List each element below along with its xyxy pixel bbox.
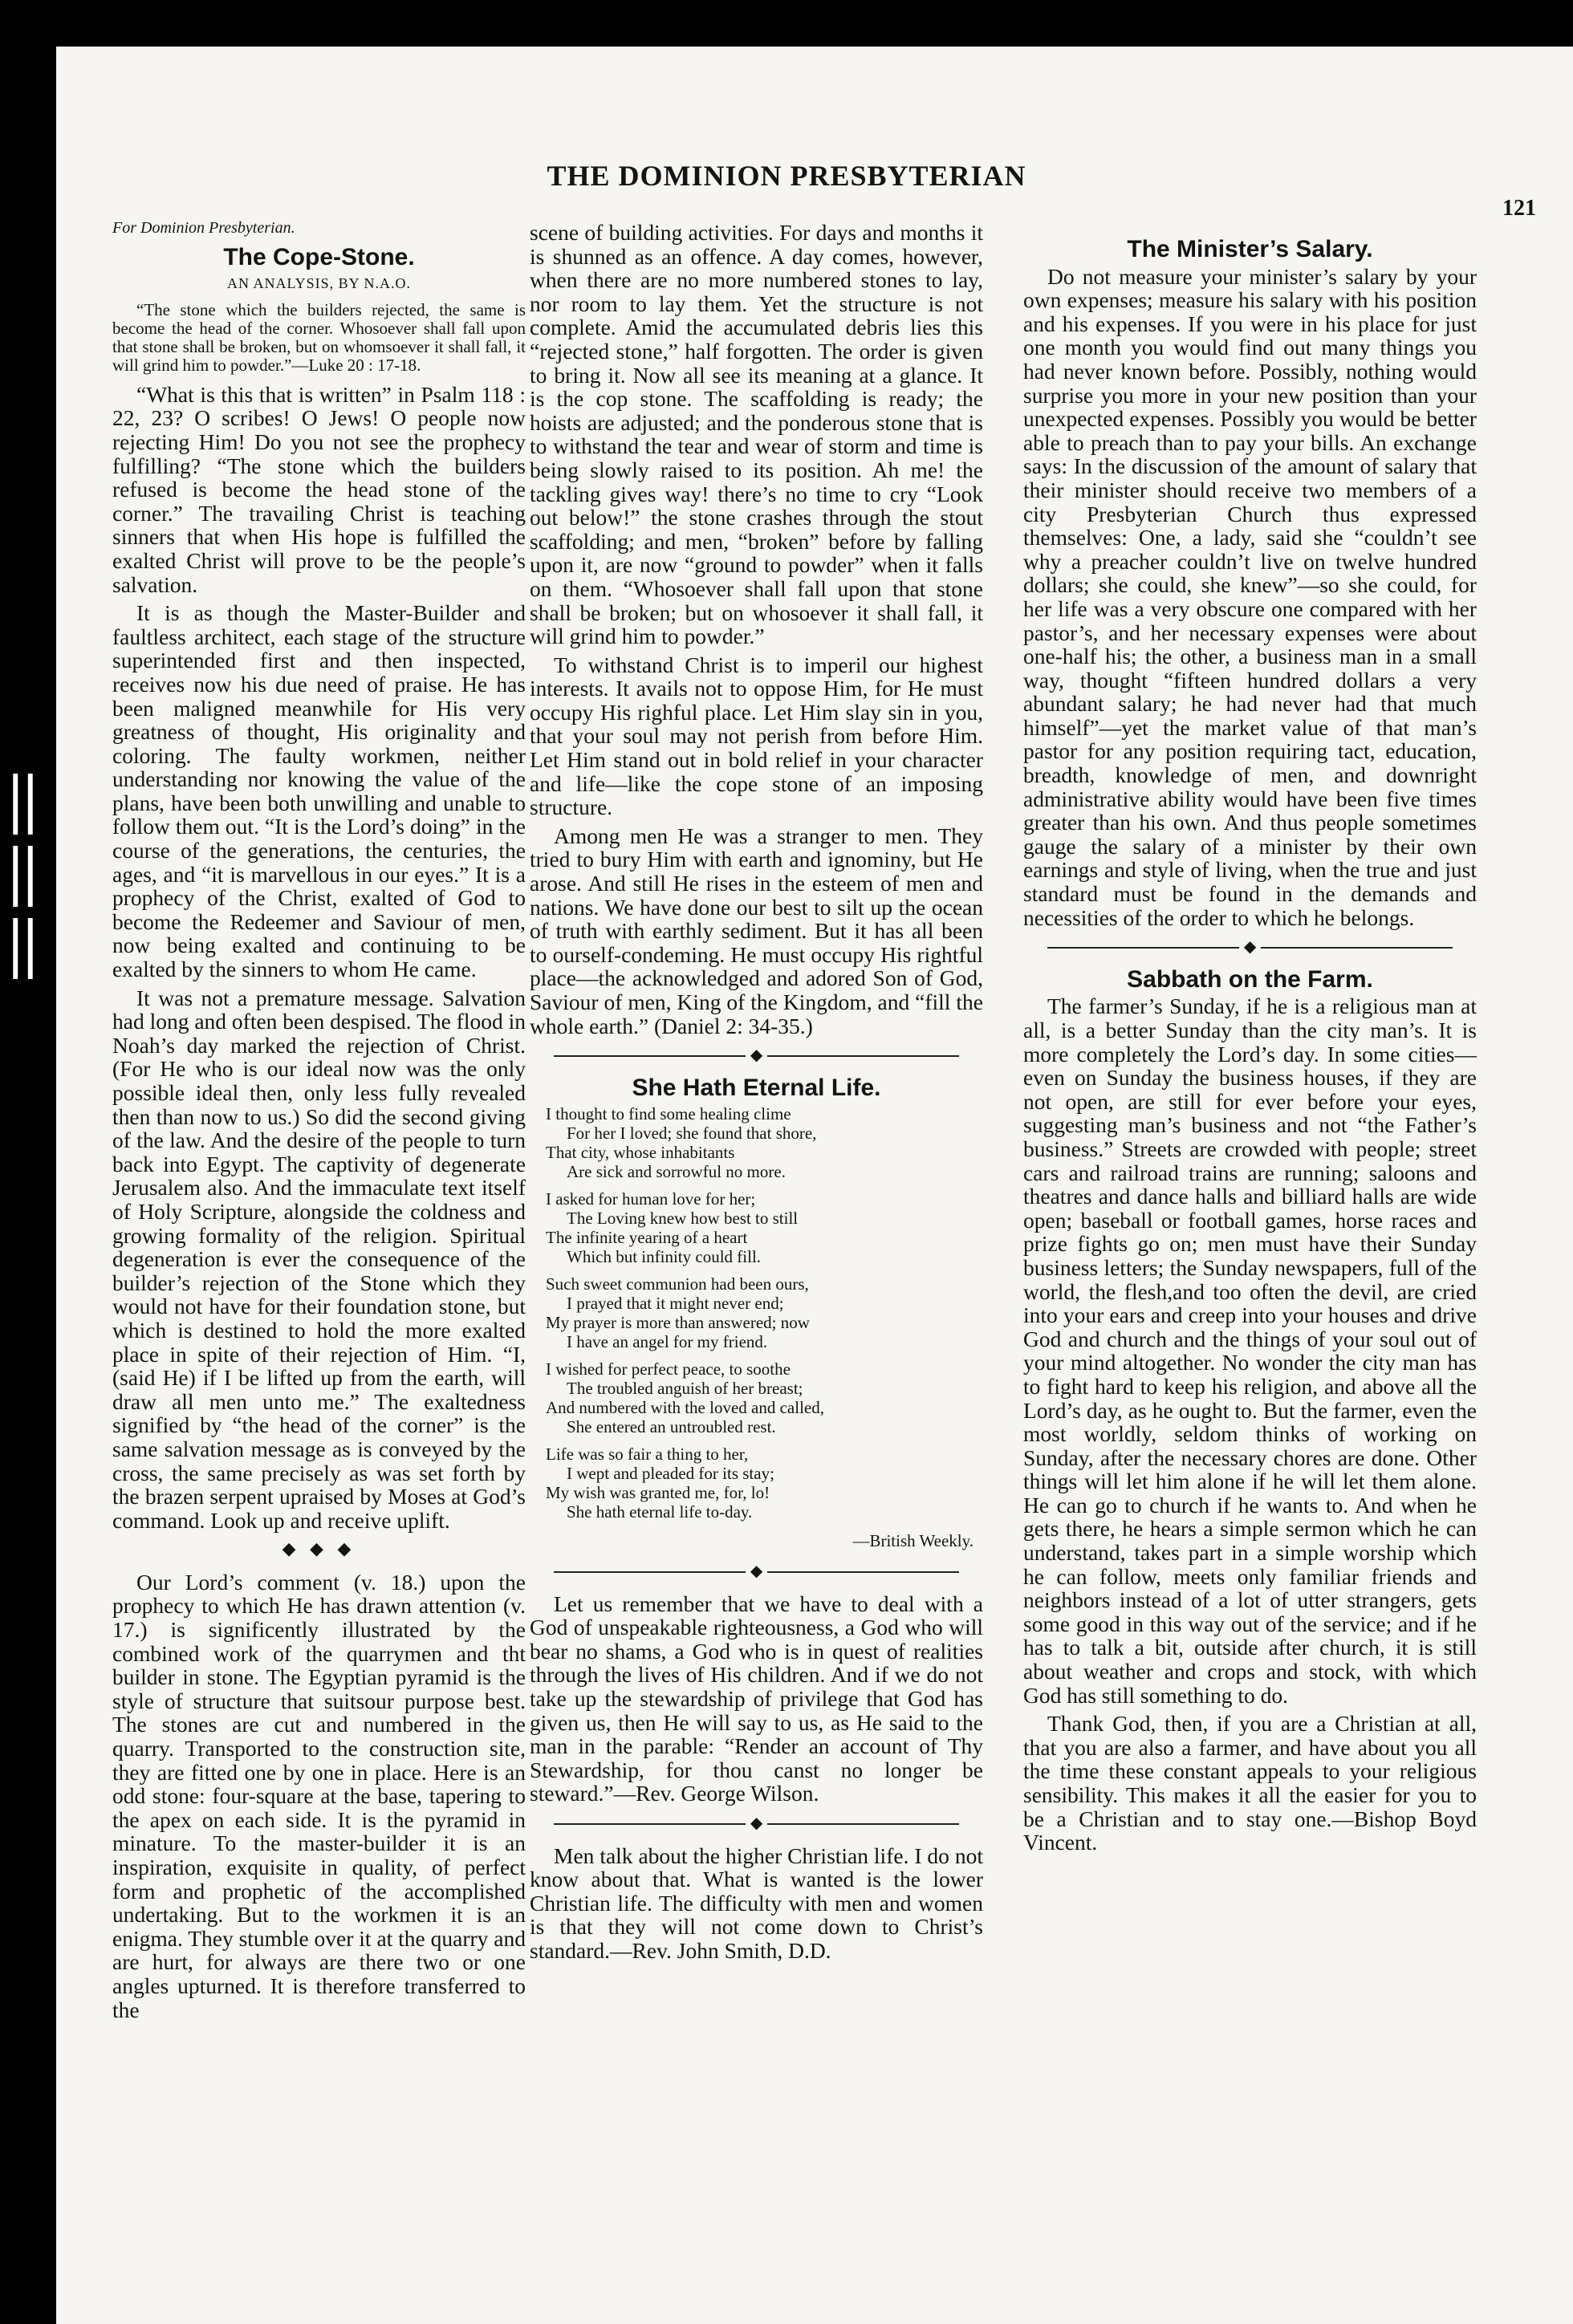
- page-number: 121: [1502, 196, 1536, 221]
- poem-line: She entered an untroubled rest.: [567, 1417, 776, 1437]
- section-divider: [554, 1812, 959, 1836]
- epigraph: “The stone which the builders rejected, the same is become the head of the corner. Whosoever shall fall upon that stone shall be broken, but on whomsoever it shall fall, it will grind him to powder.”—Luke 20 : 17-18.: [112, 299, 526, 375]
- poem-line: The troubled anguish of her breast;: [567, 1379, 803, 1399]
- running-head: THE DOMINION PRESBYTERIAN: [547, 160, 1026, 192]
- paragraph: Among men He was a stranger to men. They tried to bury Him with earth and ignominy, but He arose. And still He rises in the esteem of men and nations. We have done our best to silt up the ocean of truth with earthly sediment. But it has all been to ourself-condeming. He must occupy His rightful place—the acknowledged and adored Son of God, Saviour of men, King of the Kingdom, and “fill the whole earth.” (Daniel 2: 34-35.): [530, 823, 983, 1038]
- poem-line: I have an angel for my friend.: [567, 1332, 768, 1352]
- byline: For Dominion Presbyterian.: [112, 219, 295, 237]
- poem-line: Which but infinity could fill.: [567, 1247, 762, 1267]
- section-divider: [1047, 936, 1453, 960]
- poem-line: My prayer is more than answered; now: [546, 1313, 810, 1333]
- poem-stanza: [546, 1104, 975, 1181]
- section-divider: [554, 1560, 959, 1584]
- poem: [546, 1104, 975, 1522]
- diamond-icon: ◆: [750, 1562, 763, 1580]
- column-1: [112, 217, 526, 2026]
- paragraph: Men talk about the higher Christian life. I do not know about that. What is wanted is the lower Christian life. The difficulty with men and women is that they will not come down to Christ’s standard.—Rev. John Smith, D.D.: [530, 1843, 983, 1963]
- column-2: [530, 221, 983, 1967]
- paragraph: “What is this that is written” in Psalm 118 : 22, 23? O scribes! O Jews! O people now rejecting Him! Do you not see the prophecy fulfilling? “The stone which the builders refused is become the head stone of the corner.” The travailing Christ is teaching sinners that when His hope is fulfilled the exalted Christ will prove to be the people’s salvation.: [112, 381, 526, 597]
- section-divider: [554, 1044, 959, 1068]
- paragraph: The farmer’s Sunday, if he is a religious man at all, is a better Sunday than the city man’s. It is more completely the Lord’s day. In some cities—even on Sunday the business houses, if they are not open, are still for ever before your eyes, suggesting man’s business and not “the Father’s business.” Streets are crowded with people; street cars and railroad trains are running; saloons and theatres and dance halls and billiard halls are wide open; baseball or football games, horse races and prize fights go on; men must have their Sunday business letters; the Sunday newspapers, full of the world, the flesh,and too often the devil, are cried into your ears and creep into your houses and drive God and church and the things of your soul out of your mind altogether. No wonder the city man has to fight hard to keep his religion, and above all the Lord’s day, as he ought to. But the farmer, even the most worldly, seldom thinks of working on Sunday, after the necessary chores are done. Other things will let him alone if he will let them alone. He can go to church if he wants to. And when he gets there, he hears a simple sermon which he can understand, takes part in a simple worship which he can follow, meets only familiar friends and neighbors instead of a lot of utter strangers, gets some good in this way out of the service; and if he has to talk a bit, outside after church, it is still about weather and crops and stock, with which God has still something to do.: [1023, 993, 1477, 1708]
- paragraph: Do not measure your minister’s salary by your own expenses; measure his salary with his position and his expenses. If you were in his place for just one month you would find out many things you had never known before. Possibly, nothing would surprise you more in your new position than your unexpected expenses. Possibly you would be better able to preach than to pay your bills. An exchange says: In the discussion of the amount of salary that their minister should receive two members of a city Presbyterian Church thus expressed themselves: One, a lady, said she “couldn’t see why a preacher couldn’t live on twelve hundred dollars; she could, she knew”—so she could, for her life was a very obscure one compared with her pastor’s, and her necessary expenses were about one-half his; the other, a business man in a small way, thought “fifteen hundred dollars a very abundant salary; he had never had that much himself”—yet the market value of that man’s pastor for any position requiring tact, education, breadth, knowledge of men, and downright administrative ability would have been five times greater than his own. And thus people sometimes gauge the salary of a minister by their own earnings and style of living, when the true and just standard must be found in the demands and necessities of the order to which he belongs.: [1023, 263, 1477, 930]
- poem-line: I wished for perfect peace, to soothe: [546, 1359, 791, 1379]
- poem-line: My wish was granted me, for, lo!: [546, 1483, 770, 1503]
- poem-title: She Hath Eternal Life.: [632, 1074, 881, 1101]
- diamond-icon: ◆: [750, 1046, 763, 1065]
- binding-edge-marks: || || ||: [8, 761, 38, 980]
- poem-line: Life was so fair a thing to her,: [546, 1444, 749, 1465]
- diamond-icon: ◆: [1243, 938, 1257, 957]
- paragraph: Let us remember that we have to deal with a God of unspeakable righteousness, a God who will bear no shams, a God who is in quest of realities through the lives of His children. And if we do not take up the stewardship of privilege that God has given us, then He will say to us, as He said to the man in the parable: “Render an account of Thy Stewardship, for thou canst no longer be steward.”—Rev. George Wilson.: [530, 1591, 983, 1806]
- poem-line: That city, whose inhabitants: [546, 1143, 735, 1163]
- poem-line: Are sick and sorrowful no more.: [567, 1162, 786, 1182]
- poem-line: She hath eternal life to-day.: [567, 1502, 753, 1522]
- poem-line: I thought to find some healing clime: [546, 1104, 791, 1124]
- poem-attribution: —British Weekly.: [852, 1531, 973, 1551]
- column-3: [1023, 233, 1477, 1859]
- poem-line: The infinite yearing of a heart: [546, 1228, 748, 1248]
- poem-stanza: [546, 1189, 975, 1266]
- article-title-cope-stone: The Cope-Stone.: [223, 243, 415, 270]
- paragraph: It was not a premature message. Salvation had long and often been despised. The flood in Noah’s day marked the rejection of Christ. (For He who is our ideal now was the only possible ideal then, only less fully revealed then than now to us.) So did the second giving of the law. And the desire of the people to turn back into Egypt. The captivity of degenerate Jerusalem also. And the immaculate text itself of Holy Scripture, alongside the coldness and growing formality of the religion. Spiritual degeneration is ever the consequence of the builder’s rejection of the Stone which they would not have for their foundation stone, but which is destined to hold the more exalted place in spite of their rejection of Him. “I, (said He) if I be lifted up from the earth, will draw all men unto me.” The exaltedness signified by “the head of the corner” is the same salvation message as is conveyed by the cross, the same precisely as was set forth by the brazen serpent upraised by Moses at God’s command. Look up and receive uplift.: [112, 985, 526, 1533]
- poem-line: The Loving knew how best to still: [567, 1209, 799, 1229]
- poem-line: I wept and pleaded for its stay;: [567, 1464, 774, 1484]
- paragraph: scene of building activities. For days and months it is shunned as an offence. A day comes, however, when there are no more numbered stones to lay, nor room to lay them. Yet the structure is not complete. Amid the accumulated debris lies this “rejected stone,” half forgotten. The order is given to bring it. Now all see its meaning at a glance. It is the cop stone. The scaffolding is ready; the hoists are adjusted; and the ponderous stone that is to withstand the tear and wear of storm and time is being slowly raised to its position. Ah me! the tackling gives way! there’s no time to cry “Look out below!” the stone crashes through the stout scaffolding; and men, “broken” before by falling upon it, are now “ground to powder” when it falls on them. “Whosoever shall fall upon that stone shall be broken; but on whosoever it shall fall, it will grind him to powder.”: [530, 220, 983, 649]
- poem-line: And numbered with the loved and called,: [546, 1398, 824, 1418]
- poem-stanza: [546, 1444, 975, 1522]
- article-title-ministers-salary: The Minister’s Salary.: [1127, 236, 1373, 262]
- poem-line: For her I loved; she found that shore,: [567, 1123, 817, 1144]
- poem-stanza: [546, 1274, 975, 1351]
- article-title-sabbath-on-the-farm: Sabbath on the Farm.: [1127, 965, 1373, 993]
- diamond-icon: ◆: [750, 1814, 763, 1832]
- poem-line: Such sweet communion had been ours,: [546, 1274, 809, 1294]
- paragraph: Thank God, then, if you are a Christian at all, that you are also a farmer, and have about you all the time these constant appeals to your religious sensibility. This makes it all the easier for you to be a Christian and to stay one.—Bishop Boyd Vincent.: [1023, 1711, 1477, 1855]
- poem-line: I asked for human love for her;: [546, 1189, 756, 1209]
- paragraph: It is as though the Master-Builder and faultless architect, each stage of the structure superintended first and then inspected, receives now his due need of praise. He has been maligned meanwhile for His very greatness of thought, His originality and coloring. The faulty workmen, neither understanding nor knowing the value of the plans, have been both unwilling and unable to follow them out. “It is the Lord’s doing” in the course of the generations, the centuries, the ages, and “it is marvellous in our eyes.” It is a prophecy of the Christ, exalted of God to become the Redeemer and Saviour of men, now being exalted and continuing to be exalted by the sinners to whom He came.: [112, 600, 526, 982]
- paragraph: Our Lord’s comment (v. 18.) upon the prophecy to which He has drawn attention (v. 17.) is significently illustrated by the combined work of the quarrymen and tht builder in stone. The Egyptian pyramid is the style of structure that suitsour purpose best. The stones are cut and numbered in the quarry. Transported to the construction site, they are fitted one by one in place. Here is an odd stone: four-square at the base, tapering to the apex on each side. It is the pyramid in minature. To the master-builder it is an inspiration, exquisite in quality, of perfect form and prophetic of the accomplished undertaking. But to the workmen it is an enigma. They stumble over it at the quarry and are hurt, for always are there two or one angles upturned. It is therefore transferred to the: [112, 1569, 526, 2022]
- paragraph: To withstand Christ is to imperil our highest interests. It avails not to oppose Him, for He must occupy His righful place. Let Him slay sin in you, that your soul may not perish from before Him. Let Him stand out in bold relief in your character and life—like the cope stone of an imposing structure.: [530, 652, 983, 820]
- article-analysis-credit: AN ANALYSIS, BY N.A.O.: [226, 275, 412, 292]
- poem-stanza: [546, 1359, 975, 1436]
- diamond-ornament: ◆ ◆ ◆: [282, 1538, 356, 1559]
- poem-line: I prayed that it might never end;: [567, 1294, 784, 1314]
